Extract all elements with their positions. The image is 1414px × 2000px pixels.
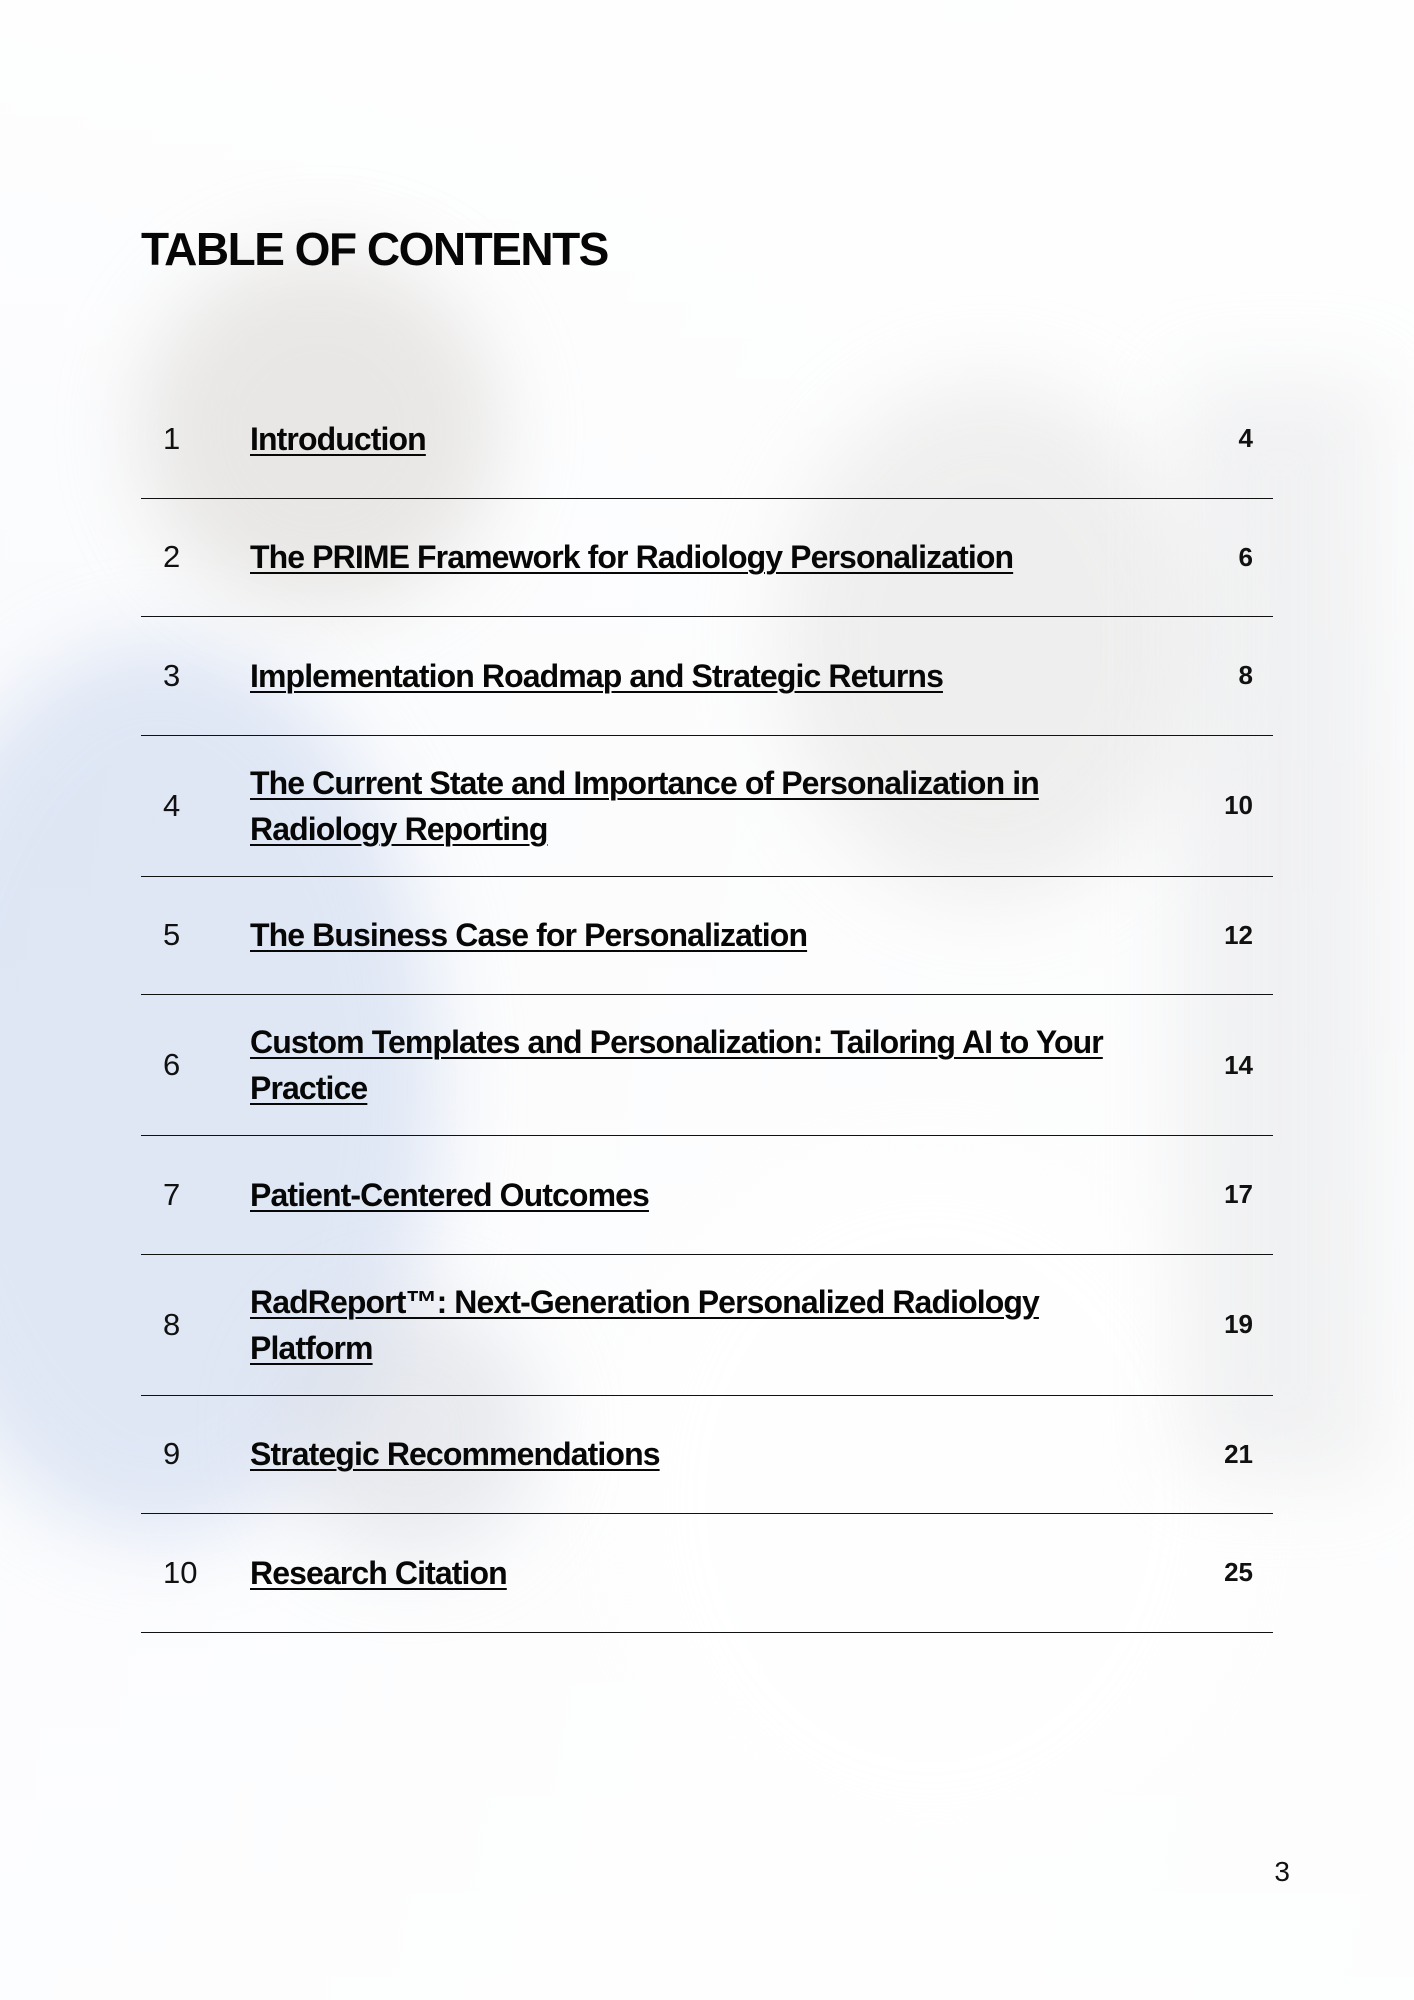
toc-row xyxy=(141,1514,1273,1633)
toc-row-number: 5 xyxy=(163,917,181,953)
toc-row-number: 4 xyxy=(163,787,181,823)
toc-link-prime-framework[interactable]: The PRIME Framework for Radiology Personalization xyxy=(250,539,1014,576)
page-number: 3 xyxy=(1274,1856,1290,1887)
toc-row-number: 8 xyxy=(163,1306,181,1342)
toc-row-number: 7 xyxy=(163,1176,181,1212)
toc-row-number: 10 xyxy=(163,1554,198,1590)
toc-page-number: 21 xyxy=(1224,1438,1253,1469)
toc-row-number: 6 xyxy=(163,1047,181,1082)
toc-row xyxy=(141,499,1273,618)
toc-row xyxy=(141,1136,1273,1255)
toc-row xyxy=(141,380,1273,499)
toc-row xyxy=(141,995,1273,1136)
toc-page-number: 25 xyxy=(1224,1557,1253,1588)
toc-page-number: 12 xyxy=(1224,919,1253,950)
toc-page-number: 10 xyxy=(1224,790,1253,820)
toc-page-number: 8 xyxy=(1238,660,1253,691)
toc-link-patient-centered[interactable]: Patient-Centered Outcomes xyxy=(250,1176,649,1213)
toc-link-introduction[interactable]: Introduction xyxy=(250,420,426,457)
page-title: TABLE OF CONTENTS xyxy=(141,223,608,275)
toc-row xyxy=(141,617,1273,736)
toc-page-number: 19 xyxy=(1224,1309,1253,1339)
toc-row-number: 1 xyxy=(163,420,181,456)
toc-page-number: 17 xyxy=(1224,1179,1253,1210)
toc-table xyxy=(141,380,1273,1633)
toc-page-number: 14 xyxy=(1224,1049,1253,1080)
toc-row xyxy=(141,736,1273,877)
toc-link-implementation-roadmap[interactable]: Implementation Roadmap and Strategic Returns xyxy=(250,657,943,694)
toc-row-number: 2 xyxy=(163,539,181,575)
toc-row-number: 3 xyxy=(163,657,181,693)
toc-row xyxy=(141,877,1273,996)
toc-link-current-state[interactable]: The Current State and Importance of Personalization in Radiology Reporting xyxy=(250,764,1039,847)
toc-link-custom-templates[interactable]: Custom Templates and Personalization: Tailoring AI to Your Practice xyxy=(250,1024,1103,1106)
toc-row xyxy=(141,1396,1273,1515)
toc-page-number: 4 xyxy=(1238,423,1253,454)
toc-link-business-case[interactable]: The Business Case for Personalization xyxy=(250,917,808,954)
toc-link-research-citation[interactable]: Research Citation xyxy=(250,1554,507,1591)
toc-row-number: 9 xyxy=(163,1436,181,1472)
toc-row xyxy=(141,1255,1273,1396)
toc-page-number: 6 xyxy=(1238,541,1253,572)
toc-link-strategic-recommendations[interactable]: Strategic Recommendations xyxy=(250,1436,660,1473)
toc-link-radreport[interactable]: RadReport™: Next-Generation Personalized Radiology Platform xyxy=(250,1283,1039,1366)
